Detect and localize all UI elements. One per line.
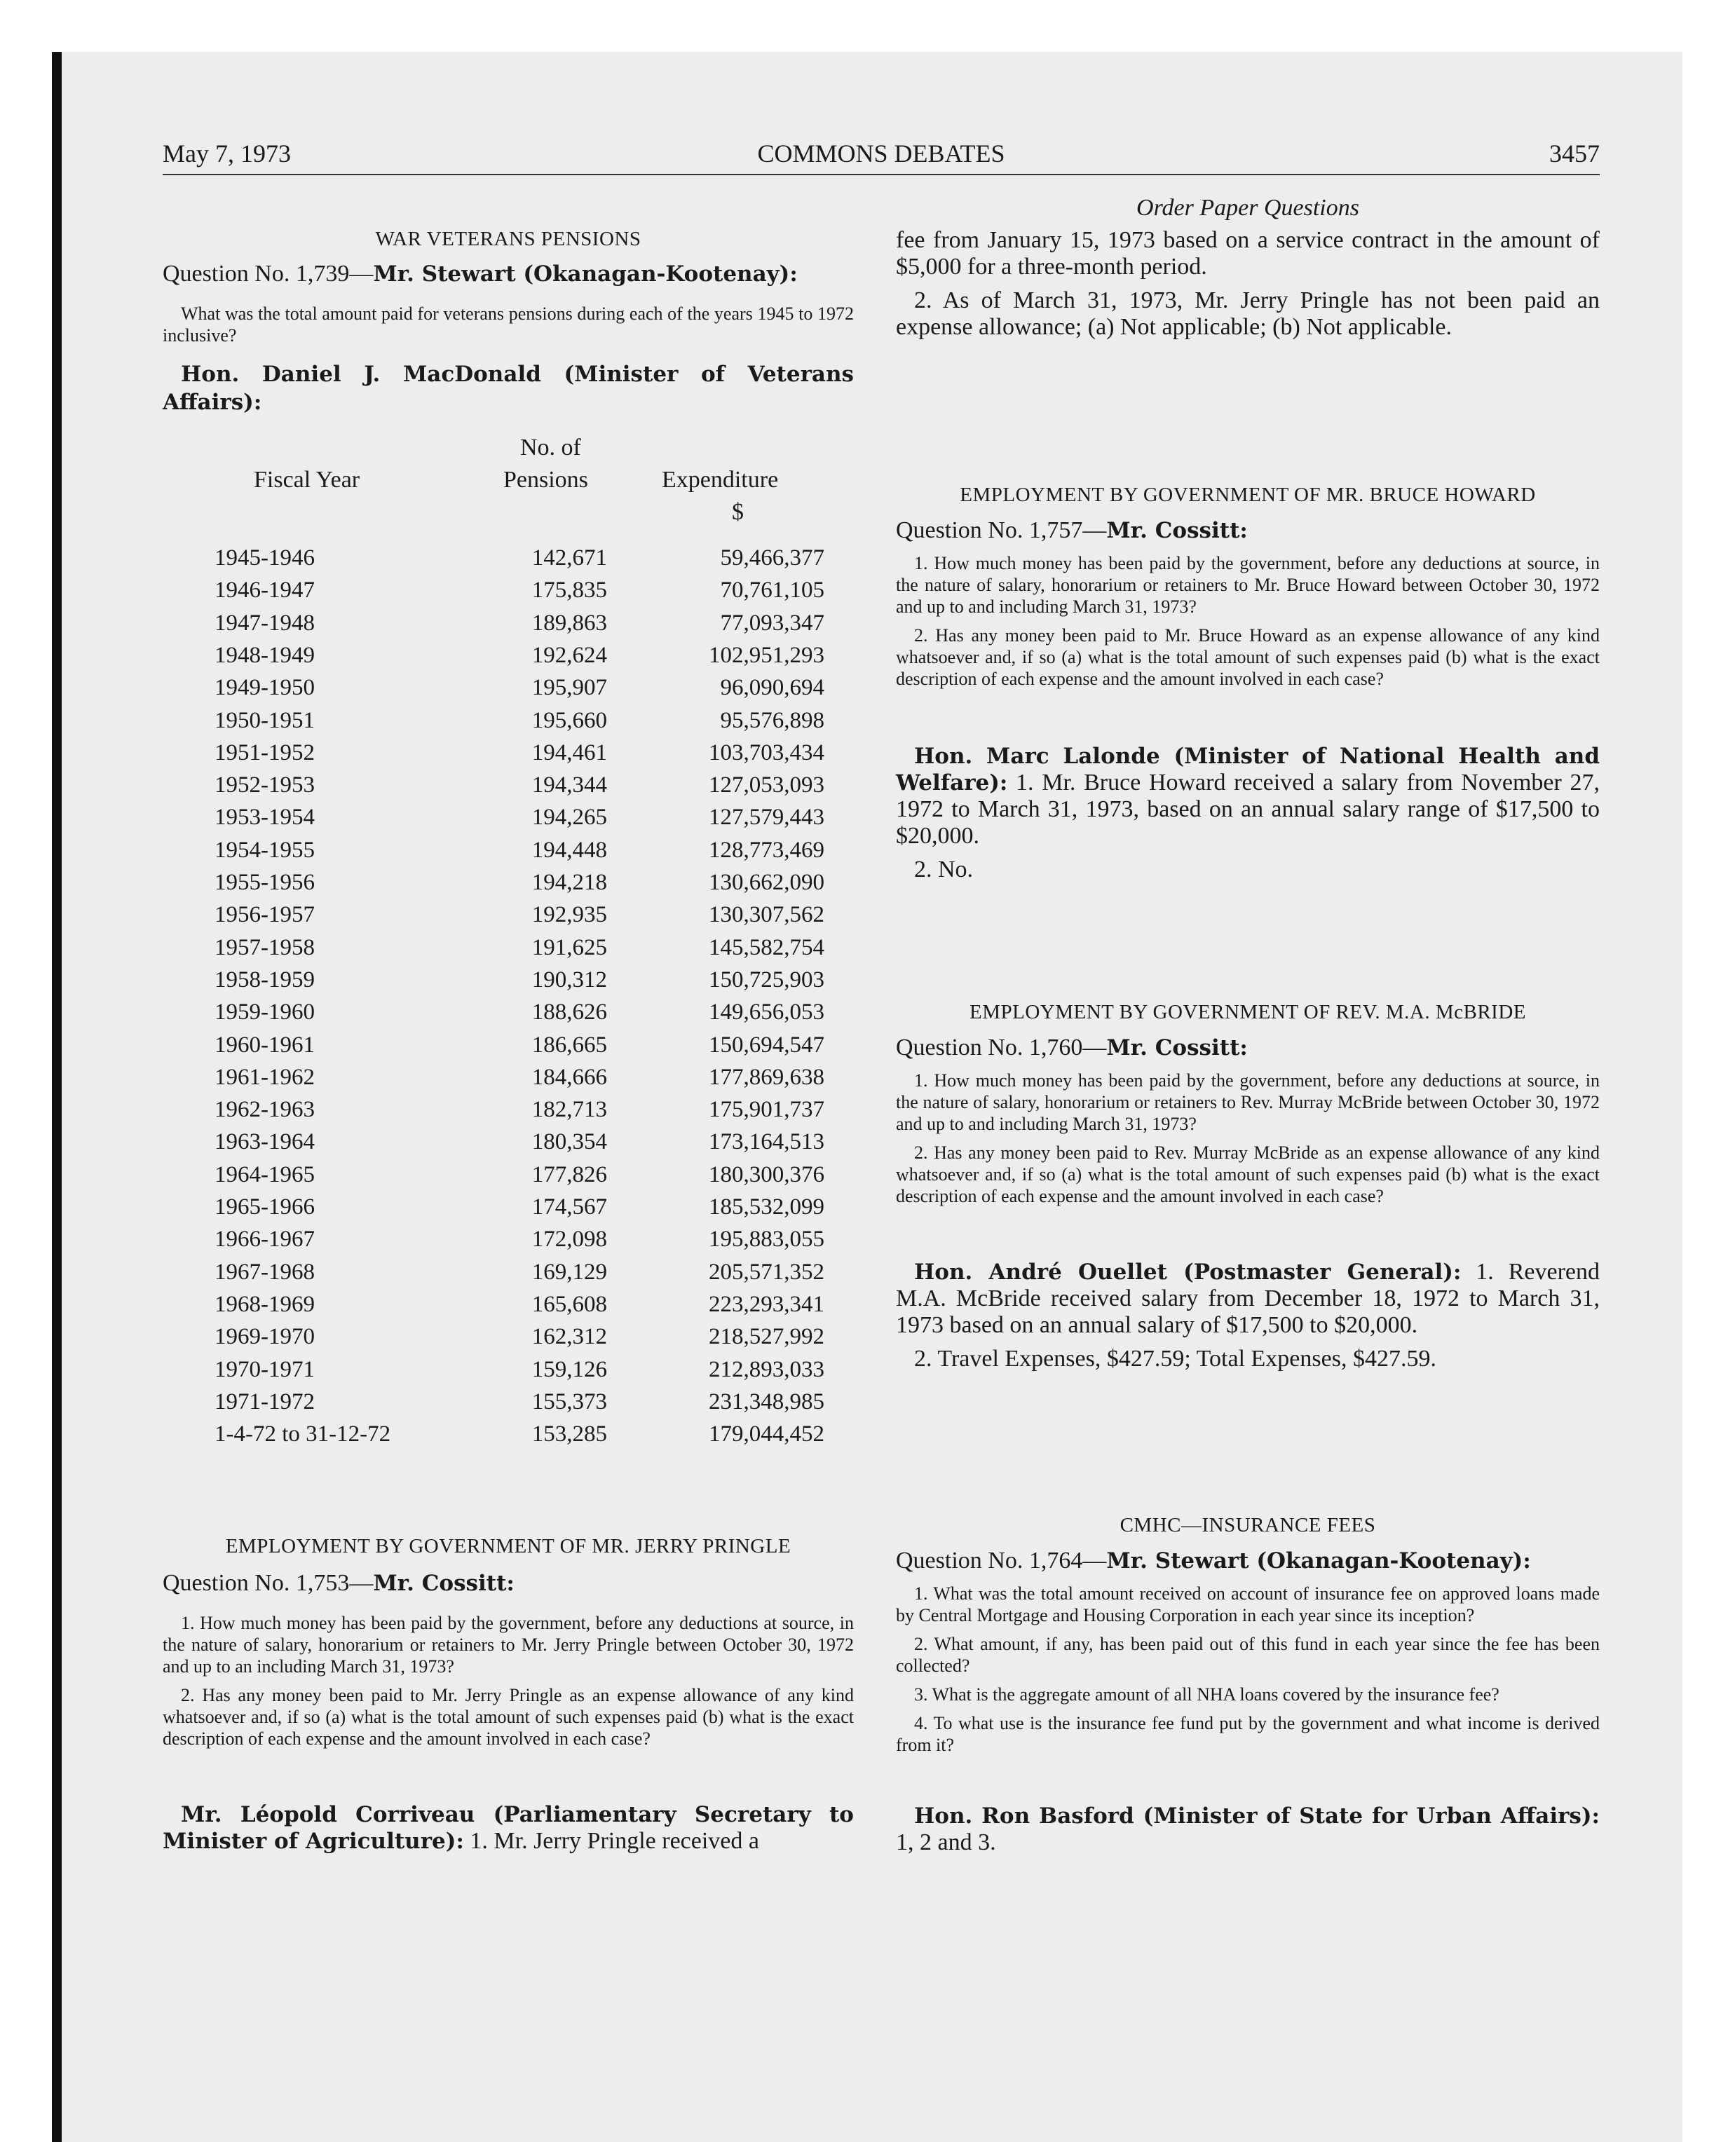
table-row — [215, 1065, 845, 1097]
table-row — [215, 1227, 845, 1259]
table-row — [215, 1260, 845, 1292]
cell-pensions: 188,626 — [531, 999, 607, 1025]
cmhc-q2: 2. What amount, if any, has been paid out of this fund in each year since the fee has been collected? — [896, 1634, 1600, 1676]
cell-fiscal-year: 1958-1959 — [215, 967, 315, 992]
cmhc-answer-text: 1, 2 and 3. — [896, 1829, 996, 1855]
cell-fiscal-year: 1961-1962 — [215, 1064, 315, 1090]
cell-expenditure: 95,576,898 — [720, 707, 824, 733]
cmhc-section-title: CMHC—INSURANCE FEES — [1120, 1514, 1376, 1536]
table-row — [215, 740, 845, 772]
cell-fiscal-year: 1957-1958 — [215, 934, 315, 960]
cell-pensions: 180,354 — [531, 1129, 607, 1155]
mcbride-question-line — [896, 1035, 1248, 1061]
cell-pensions: 191,625 — [531, 934, 607, 960]
cell-fiscal-year: 1948-1949 — [215, 642, 315, 668]
howard-question-number: Question No. 1,757— — [896, 517, 1107, 543]
table-row — [215, 1194, 845, 1227]
cell-fiscal-year: 1954-1955 — [215, 837, 315, 863]
cell-pensions: 182,713 — [531, 1097, 607, 1123]
cell-expenditure: 127,579,443 — [709, 805, 824, 831]
pringle-answer-2: 2. As of March 31, 1973, Mr. Jerry Pringle has not been paid an expense allowance; (a) Not applicable; (b) Not applicable. — [896, 287, 1600, 340]
cmhc-question-line — [896, 1548, 1531, 1574]
howard-section-title: EMPLOYMENT BY GOVERNMENT OF MR. BRUCE HOWARD — [960, 484, 1536, 506]
cell-pensions: 184,666 — [531, 1064, 607, 1090]
cell-expenditure: 150,725,903 — [709, 967, 824, 992]
table-row — [215, 935, 845, 967]
table-row — [215, 1421, 845, 1454]
cell-expenditure: 173,164,513 — [709, 1129, 824, 1155]
cell-expenditure: 102,951,293 — [709, 642, 824, 668]
cell-pensions: 194,461 — [531, 739, 607, 765]
col-header-expenditure-unit: $ — [732, 499, 744, 525]
cell-fiscal-year: 1950-1951 — [215, 707, 315, 733]
cell-expenditure: 150,694,547 — [709, 1032, 824, 1058]
howard-question-line — [896, 517, 1248, 544]
table-row — [215, 1357, 845, 1389]
cell-pensions: 174,567 — [531, 1194, 607, 1220]
col-header-fiscal-year: Fiscal Year — [254, 467, 360, 493]
cell-expenditure: 77,093,347 — [720, 610, 824, 636]
cell-pensions: 175,835 — [531, 578, 607, 603]
cell-expenditure: 180,300,376 — [709, 1161, 824, 1187]
cell-fiscal-year: 1952-1953 — [215, 772, 315, 798]
mcbride-q1: 1. How much money has been paid by the government, before any deductions at source, in the nature of salary, honorarium or retainers to Rev. Murray McBride between October 30, 1972 and up to and including March 31, 1973? — [896, 1070, 1600, 1134]
howard-q1: 1. How much money has been paid by the government, before any deductions at source, in the nature of salary, honorarium or retainers to Mr. Bruce Howard between October 30, 1972 and up to and including March 31, 1973? — [896, 553, 1600, 617]
table-row — [215, 545, 845, 578]
cell-fiscal-year: 1949-1950 — [215, 675, 315, 701]
cell-pensions: 195,660 — [531, 707, 607, 733]
table-row — [215, 1324, 845, 1356]
cell-fiscal-year: 1959-1960 — [215, 999, 315, 1025]
pensions-question-member: Mr. Stewart (Okanagan-Kootenay): — [373, 261, 798, 287]
howard-q2: 2. Has any money been paid to Mr. Bruce Howard as an expense allowance of any kind whatsoever and, if so (a) what is the total amount of such expenses paid (b) what is the exact description of each expense and the amount involved in each case? — [896, 625, 1600, 689]
pringle-answer — [163, 1801, 854, 1862]
cell-fiscal-year: 1966-1967 — [215, 1227, 315, 1253]
cell-expenditure: 127,053,093 — [709, 772, 824, 798]
col-header-pensions-line2: Pensions — [503, 467, 588, 493]
table-row — [215, 870, 845, 902]
cell-fiscal-year: 1953-1954 — [215, 805, 315, 831]
pringle-question-line — [163, 1570, 515, 1597]
cell-pensions: 155,373 — [531, 1389, 607, 1414]
pensions-question-number: Question No. 1,739— — [163, 261, 374, 287]
order-paper-heading: Order Paper Questions — [1136, 195, 1359, 221]
col-header-expenditure: Expenditure — [662, 467, 779, 493]
cell-fiscal-year: 1-4-72 to 31-12-72 — [215, 1421, 391, 1447]
cell-pensions: 159,126 — [531, 1356, 607, 1382]
running-header — [163, 139, 1600, 175]
pensions-section-title: WAR VETERANS PENSIONS — [375, 228, 641, 250]
cell-pensions: 194,218 — [531, 870, 607, 895]
mcbride-question-number: Question No. 1,760— — [896, 1035, 1107, 1060]
cell-expenditure: 231,348,985 — [709, 1389, 824, 1414]
pringle-answer-text: 1. Mr. Jerry Pringle received a — [463, 1828, 759, 1854]
header-date: May 7, 1973 — [163, 139, 291, 168]
col-header-pensions-line1: No. of — [520, 435, 581, 460]
cell-fiscal-year: 1956-1957 — [215, 902, 315, 928]
howard-answer — [896, 743, 1600, 890]
mcbride-question-member: Mr. Cossitt: — [1106, 1035, 1248, 1060]
cell-fiscal-year: 1968-1969 — [215, 1291, 315, 1317]
mcbride-answer-text: 1. Reverend M.A. McBride received salary from December 18, 1972 to March 31, 1973 based on an annual salary of $17,500 to $20,000. — [896, 1259, 1600, 1338]
cell-pensions: 195,907 — [531, 675, 607, 701]
pringle-answer-speaker: Mr. Léopold Corriveau (Parliamentary Secretary to Minister of Agriculture): — [163, 1802, 854, 1854]
cell-pensions: 172,098 — [531, 1227, 607, 1253]
cell-expenditure: 177,869,638 — [709, 1064, 824, 1090]
cell-expenditure: 96,090,694 — [720, 675, 824, 701]
table-row — [215, 838, 845, 870]
cell-expenditure: 70,761,105 — [720, 578, 824, 603]
pensions-question-text: What was the total amount paid for veterans pensions during each of the years 1945 to 1972 inclusive? — [163, 303, 854, 346]
table-row — [215, 1292, 845, 1324]
cell-expenditure: 218,527,992 — [709, 1324, 824, 1350]
pensions-question-line — [163, 261, 798, 287]
cmhc-q4: 4. To what use is the insurance fee fund put by the government and what income is derived from it? — [896, 1713, 1600, 1755]
cell-expenditure: 195,883,055 — [709, 1227, 824, 1253]
cell-expenditure: 212,893,033 — [709, 1356, 824, 1382]
cell-fiscal-year: 1955-1956 — [215, 870, 315, 895]
pensions-answer-speaker: Hon. Daniel J. MacDonald (Minister of Veterans Affairs): — [163, 362, 854, 415]
cell-expenditure: 175,901,737 — [709, 1097, 824, 1123]
table-row — [215, 1097, 845, 1129]
cell-expenditure: 128,773,469 — [709, 837, 824, 863]
cell-pensions: 153,285 — [531, 1421, 607, 1447]
cmhc-q1: 1. What was the total amount received on account of insurance fee on approved loans made by Central Mortgage and Housing Corporation in each year since its inception? — [896, 1583, 1600, 1625]
table-row — [215, 578, 845, 610]
table-row — [215, 999, 845, 1032]
cell-expenditure: 59,466,377 — [720, 545, 824, 571]
cell-fiscal-year: 1970-1971 — [215, 1356, 315, 1382]
mcbride-questions — [896, 1070, 1600, 1214]
table-row — [215, 1129, 845, 1161]
table-row — [215, 643, 845, 675]
pensions-answer — [163, 360, 854, 423]
table-row — [215, 902, 845, 934]
cell-pensions: 165,608 — [531, 1291, 607, 1317]
table-row — [215, 708, 845, 740]
cell-pensions: 194,448 — [531, 837, 607, 863]
cell-pensions: 177,826 — [531, 1161, 607, 1187]
mcbride-answer-2: 2. Travel Expenses, $427.59; Total Expenses, $427.59. — [914, 1346, 1436, 1372]
pringle-question-member: Mr. Cossitt: — [373, 1571, 515, 1596]
pringle-answer-continued — [896, 227, 1600, 348]
scan-edge — [52, 52, 62, 2142]
cmhc-answer-speaker: Hon. Ron Basford (Minister of State for Urban Affairs): — [914, 1803, 1600, 1829]
cell-fiscal-year: 1960-1961 — [215, 1032, 315, 1058]
pringle-answer-continued-text: fee from January 15, 1973 based on a service contract in the amount of $5,000 for a three-month period. — [896, 227, 1600, 280]
cell-fiscal-year: 1969-1970 — [215, 1324, 315, 1350]
cell-expenditure: 130,307,562 — [709, 902, 824, 928]
table-row — [215, 805, 845, 837]
cell-pensions: 192,935 — [531, 902, 607, 928]
cell-pensions: 162,312 — [531, 1324, 607, 1350]
mcbride-section-title: EMPLOYMENT BY GOVERNMENT OF REV. M.A. McBRIDE — [969, 1001, 1526, 1023]
pringle-q1: 1. How much money has been paid by the government, before any deductions at source, in the nature of salary, honorarium or retainers to Mr. Jerry Pringle between October 30, 1972 and up to an including March 31, 1973? — [163, 1613, 854, 1677]
cmhc-question-number: Question No. 1,764— — [896, 1548, 1107, 1574]
howard-answer-speaker: Hon. Marc Lalonde (Minister of National Health and Welfare): — [896, 744, 1600, 796]
cmhc-q3: 3. What is the aggregate amount of all NHA loans covered by the insurance fee? — [914, 1684, 1499, 1705]
cell-expenditure: 223,293,341 — [709, 1291, 824, 1317]
cell-pensions: 194,344 — [531, 772, 607, 798]
howard-questions — [896, 552, 1600, 697]
pringle-question-number: Question No. 1,753— — [163, 1570, 374, 1596]
table-row — [215, 675, 845, 707]
cell-fiscal-year: 1946-1947 — [215, 578, 315, 603]
mcbride-answer-speaker: Hon. André Ouellet (Postmaster General): — [914, 1260, 1462, 1285]
table-row — [215, 1032, 845, 1065]
header-page-number: 3457 — [1549, 139, 1600, 168]
table-row — [215, 967, 845, 999]
cell-pensions: 186,665 — [531, 1032, 607, 1058]
cell-fiscal-year: 1947-1948 — [215, 610, 315, 636]
table-row — [215, 772, 845, 805]
pringle-section-title: EMPLOYMENT BY GOVERNMENT OF MR. JERRY PRINGLE — [225, 1535, 791, 1557]
cell-expenditure: 185,532,099 — [709, 1194, 824, 1220]
cell-pensions: 169,129 — [531, 1259, 607, 1285]
cell-expenditure: 145,582,754 — [709, 934, 824, 960]
mcbride-q2: 2. Has any money been paid to Rev. Murray McBride as an expense allowance of any kind whatsoever and, if so (a) what is the total amount of such expenses paid (b) what is the exact description of each expense and the amount involved in each case? — [896, 1142, 1600, 1206]
cell-expenditure: 130,662,090 — [709, 870, 824, 895]
cell-expenditure: 103,703,434 — [709, 739, 824, 765]
cell-expenditure: 205,571,352 — [709, 1259, 824, 1285]
cell-fiscal-year: 1951-1952 — [215, 739, 315, 765]
cell-expenditure: 179,044,452 — [709, 1421, 824, 1447]
pensions-question — [163, 303, 854, 353]
cell-fiscal-year: 1965-1966 — [215, 1194, 315, 1220]
header-title: COMMONS DEBATES — [757, 139, 1005, 168]
cell-fiscal-year: 1967-1968 — [215, 1259, 315, 1285]
pringle-q2: 2. Has any money been paid to Mr. Jerry Pringle as an expense allowance of any kind whatsoever and, if so (a) what is the total amount of such expenses paid (b) what is the exact description of each expense and the amount involved in each case? — [163, 1685, 854, 1749]
cell-pensions: 192,624 — [531, 642, 607, 668]
cmhc-answer — [896, 1803, 1600, 1863]
table-row — [215, 610, 845, 643]
cell-fiscal-year: 1945-1946 — [215, 545, 315, 571]
cell-fiscal-year: 1962-1963 — [215, 1097, 315, 1123]
cell-pensions: 190,312 — [531, 967, 607, 992]
pringle-questions — [163, 1612, 854, 1756]
howard-answer-text: 1. Mr. Bruce Howard received a salary from November 27, 1972 to March 31, 1973, based on an annual salary range of $17,500 to $20,000. — [896, 770, 1600, 849]
table-row — [215, 1389, 845, 1421]
cell-fiscal-year: 1963-1964 — [215, 1129, 315, 1155]
cell-fiscal-year: 1964-1965 — [215, 1161, 315, 1187]
howard-question-member: Mr. Cossitt: — [1106, 518, 1248, 543]
cell-fiscal-year: 1971-1972 — [215, 1389, 315, 1414]
cmhc-questions — [896, 1583, 1600, 1763]
cell-pensions: 142,671 — [531, 545, 607, 571]
cell-pensions: 194,265 — [531, 805, 607, 831]
cell-expenditure: 149,656,053 — [709, 999, 824, 1025]
table-row — [215, 1162, 845, 1194]
cell-pensions: 189,863 — [531, 610, 607, 636]
howard-answer-2: 2. No. — [914, 857, 974, 882]
mcbride-answer — [896, 1259, 1600, 1379]
cmhc-question-member: Mr. Stewart (Okanagan-Kootenay): — [1106, 1548, 1531, 1574]
